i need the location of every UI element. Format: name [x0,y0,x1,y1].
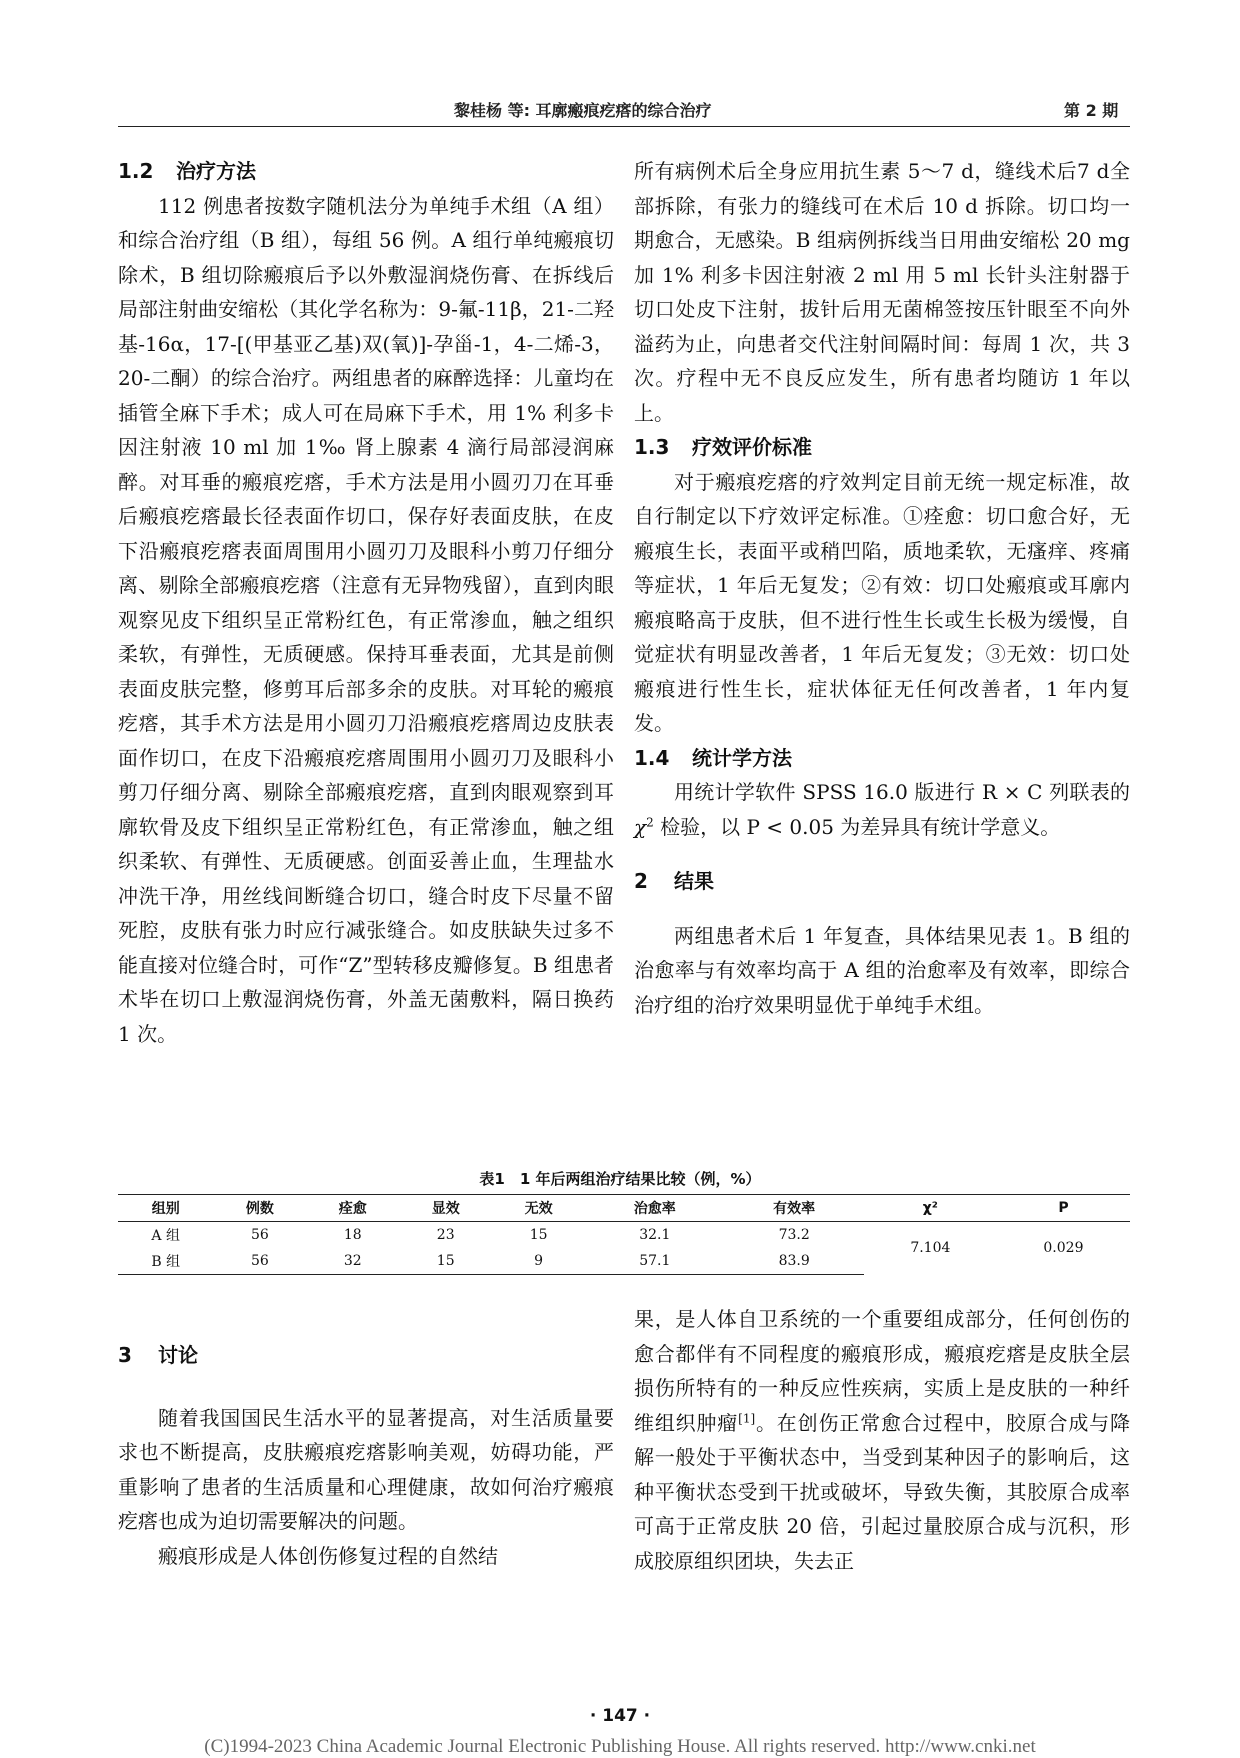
table-cell: 9 [492,1248,585,1275]
section-title: 疗效评价标准 [692,435,812,459]
reference-mark: [1] [738,1410,756,1425]
p-value: 0.029 [1043,1240,1084,1257]
paragraph [634,775,1130,844]
table-cell: B 组 [118,1248,213,1275]
section-heading-3 [118,1338,614,1373]
chi2-value: 7.104 [910,1240,951,1257]
paragraph [634,1302,1130,1578]
table-header-cell: 治愈率 [585,1195,724,1222]
table-row [118,1222,1130,1249]
issue-number: 第 2 期 [1064,101,1119,120]
table-header-cell: 痊愈 [306,1195,399,1222]
table-cell: 15 [399,1248,492,1275]
table-header-cell: 有效率 [724,1195,863,1222]
table-header-cell: 组别 [118,1195,213,1222]
section-number: 3 [118,1343,132,1367]
right-column-bottom [634,1302,1130,1578]
results-table [118,1194,1130,1275]
table-header-row [118,1195,1130,1222]
table-cell: 57.1 [585,1248,724,1275]
chi-symbol: χ [634,814,647,839]
section-heading-1-3 [634,430,1130,465]
section-title: 结果 [674,869,714,893]
table-header-cell: 无效 [492,1195,585,1222]
text-run: 果，是人体自卫系统的一个重要组成部分，任何创伤的愈合都伴有不同程度的瘢痕形成，瘢痕疙瘩是皮肤全层损伤所特有的一种反应性疾病，实质上是皮肤的一种纤维组织肿瘤 [634,1307,1130,1435]
section-title: 讨论 [158,1343,198,1367]
running-title: 黎桂杨 等: 耳廓瘢痕疙瘩的综合治疗 [454,101,712,120]
paragraph: 随着我国国民生活水平的显著提高，对生活质量要求也不断提高，皮肤瘢痕疙瘩影响美观，妨碍功能，严重影响了患者的生活质量和心理健康，故如何治疗瘢痕疙瘩也成为迫切需要解决的问题。 [118,1405,614,1533]
text-run: 检验，以 P < 0.05 为差异具有统计学意义。 [653,814,1061,839]
copyright-footer: (C)1994-2023 China Academic Journal Electronic Publishing House. All rights reserved. http://www.cnki.net [204,1736,1036,1757]
table-header-cell: 例数 [213,1195,306,1222]
text-run: 用统计学软件 SPSS 16.0 版进行 R × C 列联表的 [674,780,1130,804]
paragraph: 对于瘢痕疙瘩的疗效判定目前无统一规定标准，故自行制定以下疗效评定标准。①痊愈：切口愈合好，无瘢痕生长，表面平或稍凹陷，质地柔软，无瘙痒、疼痛等症状，1 年后无复发；②有效：切口处瘢痕或耳廓内瘢痕略高于皮肤，但不进行性生长或生长极为缓慢，自觉症状有明显改善者，1 年后无复发；③无效：切口处瘢痕进行性生长，症状体征无任何改善者，1 年内复发。 [634,469,1130,735]
table-header-cell: P [997,1195,1130,1222]
right-column-top [634,154,1130,1022]
paragraph: 所有病例术后全身应用抗生素 5～7 d，缝线术后7 d全部拆除，有张力的缝线可在术后 10 d 拆除。切口均一期愈合，无感染。B 组病例拆线当日用曲安缩松 20 mg 加 1% 利多卡因注射液 2 ml 用 5 ml 长针头注射器于切口处皮下注射，拔针后用无菌棉签按压针眼至不向外溢药为止，向患者交代注射间隔时间：每周 1 次，共 3 次。疗程中无不良反应发生，所有患者均随访 1 年以上。 [634,159,1130,425]
table-cell: 56 [213,1248,306,1275]
page-number: · 147 · [589,1706,651,1726]
table-cell: 32 [306,1248,399,1275]
paragraph: 112 例患者按数字随机法分为单纯手术组（A 组）和综合治疗组（B 组），每组 56 例。A 组行单纯瘢痕切除术，B 组切除瘢痕后予以外敷湿润烧伤膏、在拆线后局部注射曲安缩松（其化学名称为：9-氟-11β，21-二羟基-16α，17-[(甲基亚乙基)双(氧)]-孕甾-1，4-二烯-3，20-二酮）的综合治疗。两组患者的麻醉选择：儿童均在插管全麻下手术；成人可在局麻下手术，用 1% 利多卡因注射液 10 ml 加 1‰ 肾上腺素 4 滴行局部浸润麻醉。对耳垂的瘢痕疙瘩，手术方法是用小圆刃刀在耳垂后瘢痕疙瘩最长径表面作切口，保存好表面皮肤，在皮下沿瘢痕疙瘩表面周围用小圆刃刀及眼科小剪刀仔细分离、剔除全部瘢痕疙瘩（注意有无异物残留），直到肉眼观察见皮下组织呈正常粉红色，有正常渗血，触之组织柔软，有弹性，无质硬感。保持耳垂表面，尤其是前侧表面皮肤完整，修剪耳后部多余的皮肤。对耳轮的瘢痕疙瘩，其手术方法是用小圆刃刀沿瘢痕疙瘩周边皮肤表面作切口，在皮下沿瘢痕疙瘩周围用小圆刃刀及眼科小剪刀仔细分离、剔除全部瘢痕疙瘩，直到肉眼观察到耳廓软骨及皮下组织呈正常粉红色，有正常渗血，触之组织柔软、有弹性、无质硬感。创面妥善止血，生理盐水冲洗干净，用丝线间断缝合切口，缝合时皮下尽量不留死腔，皮肤有张力时应行减张缝合。如皮肤缺失过多不能直接对位缝合时，可作“Z”型转移皮瓣修复。B 组患者术毕在切口上敷湿润烧伤膏，外盖无菌敷料，隔日换药 1 次。 [118,193,614,1046]
text-run: 。在创伤正常愈合过程中，胶原合成与降解一般处于平衡状态中，当受到某种因子的影响后，这种平衡状态受到干扰或破坏，导致失衡，其胶原合成率可高于正常皮肤 20 倍，引起过量胶原合成与沉积，形成胶原组织团块，失去正 [634,1410,1131,1573]
table-caption: 表1 1 年后两组治疗结果比较（例，%） [479,1170,761,1188]
section-number: 1.2 [118,159,154,183]
paragraph: 两组患者术后 1 年复查，具体结果见表 1。B 组的治愈率与有效率均高于 A 组的治愈率及有效率，即综合治疗组的治疗效果明显优于单纯手术组。 [634,923,1130,1017]
left-column-bottom [118,1338,614,1573]
table-cell: 73.2 [778,1227,810,1243]
paragraph: 瘢痕形成是人体创伤修复过程的自然结 [158,1543,498,1568]
table-cell: 15 [529,1227,548,1243]
section-number: 1.3 [634,435,670,459]
section-title: 统计学方法 [692,745,792,770]
table-cell: 23 [436,1227,455,1243]
left-column-top [118,154,614,1051]
table-cell: 18 [343,1227,362,1243]
table-cell: 83.9 [724,1248,863,1275]
table-header-cell: 显效 [399,1195,492,1222]
section-heading-2 [634,864,1130,899]
section-number: 2 [634,869,648,893]
superscript: 2 [646,814,654,829]
section-heading-1-4 [634,741,1130,776]
header-rule [118,126,1130,127]
table-header-cell: χ² [864,1195,997,1222]
table-cell: 56 [250,1227,269,1243]
section-title: 治疗方法 [176,159,256,183]
section-heading-1-2 [118,154,614,189]
table-cell: A 组 [151,1228,180,1244]
section-number: 1.4 [634,745,670,770]
table-cell: 32.1 [639,1227,671,1243]
